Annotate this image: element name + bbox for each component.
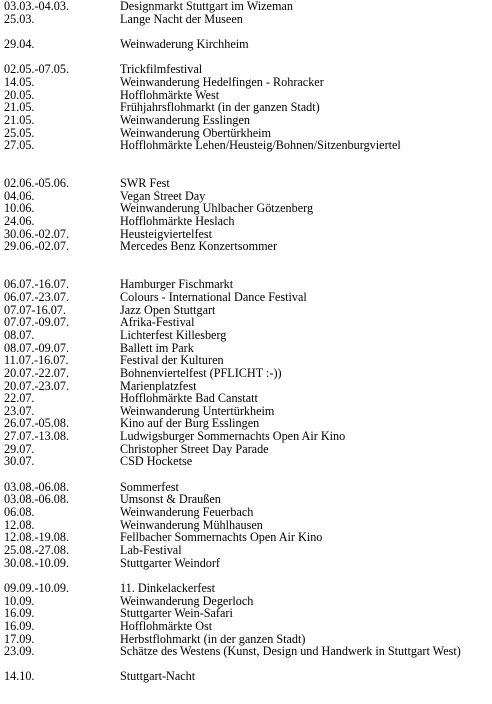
event-date: 06.07.-16.07. — [4, 277, 69, 292]
event-name: Bohnenviertelfest (PFLICHT :-)) — [120, 365, 282, 380]
event-date: 20.07.-23.07. — [4, 378, 69, 393]
event-name: Weinwanderung Degerloch — [120, 593, 254, 608]
event-row — [0, 454, 492, 468]
event-date: 07.07.-09.07. — [4, 315, 69, 330]
event-date: 14.05. — [4, 74, 35, 89]
event-date: 26.07.-05.08. — [4, 416, 69, 431]
event-name: Frühjahrsflohmarkt (in der ganzen Stadt) — [120, 100, 320, 115]
event-date: 11.07.-16.07. — [4, 353, 69, 368]
event-row — [0, 37, 492, 51]
event-name: Fellbacher Sommernachts Open Air Kino — [120, 530, 323, 545]
event-name: Weinwanderung Mühlhausen — [120, 517, 263, 532]
event-row — [0, 669, 492, 683]
event-row — [0, 239, 492, 253]
event-date: 21.05. — [4, 112, 35, 127]
event-date: 27.07.-13.08. — [4, 429, 69, 444]
event-name: Stuttgart-Nacht — [120, 669, 196, 684]
event-name: Umsonst & Draußen — [120, 492, 221, 507]
event-date: 09.09.-10.09. — [4, 580, 69, 595]
event-date: 25.08.-27.08. — [4, 542, 69, 557]
event-name: Designmarkt Stuttgart im Wizeman — [120, 0, 293, 13]
event-name: Weinwanderung Obertürkheim — [120, 125, 271, 140]
event-date: 29.06.-02.07. — [4, 239, 69, 254]
event-name: 11. Dinkelackerfest — [120, 580, 215, 595]
event-name: Festival der Kulturen — [120, 353, 224, 368]
event-date: 06.07.-23.07. — [4, 289, 69, 304]
event-name: Weinwanderung Untertürkheim — [120, 403, 275, 418]
event-name: Hofflohmärkte Heslach — [120, 214, 235, 229]
event-row — [0, 644, 492, 658]
event-date: 08.07. — [4, 327, 35, 342]
event-name: SWR Fest — [120, 176, 170, 191]
event-date: 10.09. — [4, 593, 35, 608]
event-date: 02.06.-05.06. — [4, 176, 69, 191]
event-name: Afrika-Festival — [120, 315, 195, 330]
event-name: CSD Hocketse — [120, 454, 193, 469]
event-date: 29.04. — [4, 36, 35, 51]
event-date: 30.06.-02.07. — [4, 226, 69, 241]
event-row — [0, 556, 492, 570]
event-date: 02.05.-07.05. — [4, 62, 69, 77]
event-date: 21.05. — [4, 100, 35, 115]
event-date: 10.06. — [4, 201, 35, 216]
event-name: Colours - International Dance Festival — [120, 289, 307, 304]
event-row — [0, 138, 492, 152]
event-name: Weinwanderung Hedelfingen - Rohracker — [120, 74, 324, 89]
event-name: Kino auf der Burg Esslingen — [120, 416, 260, 431]
event-date: 23.07. — [4, 403, 35, 418]
event-date: 03.08.-06.08. — [4, 479, 69, 494]
event-date: 23.09. — [4, 644, 35, 659]
event-name: Christopher Street Day Parade — [120, 441, 269, 456]
event-name: Sommerfest — [120, 479, 179, 494]
event-row — [0, 12, 492, 26]
event-name: Weinwanderung Uhlbacher Götzenberg — [120, 201, 314, 216]
event-date: 04.06. — [4, 188, 35, 203]
event-name: Schätze des Westens (Kunst, Design und Handwerk in Stuttgart West) — [120, 644, 461, 659]
event-name: Lab-Festival — [120, 542, 182, 557]
event-date: 12.08.-19.08. — [4, 530, 69, 545]
event-name: Hofflohmärkte West — [120, 87, 220, 102]
event-name: Weinwanderung Feuerbach — [120, 505, 254, 519]
event-date: 03.03.-04.03. — [4, 0, 69, 13]
event-name: Weinwanderung Esslingen — [120, 112, 251, 127]
event-date: 22.07. — [4, 391, 35, 406]
event-date: 17.09. — [4, 631, 35, 646]
event-date: 14.10. — [4, 669, 35, 684]
event-name: Ludwigsburger Sommernachts Open Air Kino — [120, 429, 346, 444]
event-name: Stuttgarter Wein-Safari — [120, 606, 233, 621]
event-date: 25.03. — [4, 11, 35, 26]
event-date: 24.06. — [4, 214, 35, 229]
event-date: 16.09. — [4, 618, 35, 633]
event-name: Herbstflohmarkt (in der ganzen Stadt) — [120, 631, 306, 646]
event-date: 30.07. — [4, 454, 35, 469]
event-date: 30.08.-10.09. — [4, 555, 69, 570]
event-date: 20.05. — [4, 87, 35, 102]
event-date: 29.07. — [4, 441, 35, 456]
event-name: Weinwaderung Kirchheim — [120, 36, 249, 51]
event-name: Hamburger Fischmarkt — [120, 277, 234, 292]
event-name: Lange Nacht der Museen — [120, 11, 243, 26]
event-date: 07.07-16.07. — [4, 302, 66, 317]
event-date: 20.07.-22.07. — [4, 365, 69, 380]
event-name: Trickfilmfestival — [120, 62, 203, 77]
event-name: Lichterfest Killesberg — [120, 327, 227, 342]
event-name: Mercedes Benz Konzertsommer — [120, 239, 278, 254]
event-name: Hofflohmärkte Ost — [120, 618, 213, 633]
event-date: 06.08. — [4, 505, 35, 519]
event-name: Ballett im Park — [120, 340, 194, 355]
event-name: Hofflohmärkte Bad Canstatt — [120, 391, 258, 406]
event-date: 27.05. — [4, 138, 35, 153]
event-name: Heusteigviertelfest — [120, 226, 213, 241]
event-date: 12.08. — [4, 517, 35, 532]
event-name: Stuttgarter Weindorf — [120, 555, 220, 570]
event-name: Jazz Open Stuttgart — [120, 302, 216, 317]
event-name: Hofflohmärkte Lehen/Heusteig/Bohnen/Sitzenburgviertel — [120, 138, 401, 153]
event-date: 25.05. — [4, 125, 35, 140]
event-name: Marienplatzfest — [120, 378, 197, 393]
event-date: 08.07.-09.07. — [4, 340, 69, 355]
event-name: Vegan Street Day — [120, 188, 206, 203]
event-date: 03.08.-06.08. — [4, 492, 69, 507]
event-date: 16.09. — [4, 606, 35, 621]
